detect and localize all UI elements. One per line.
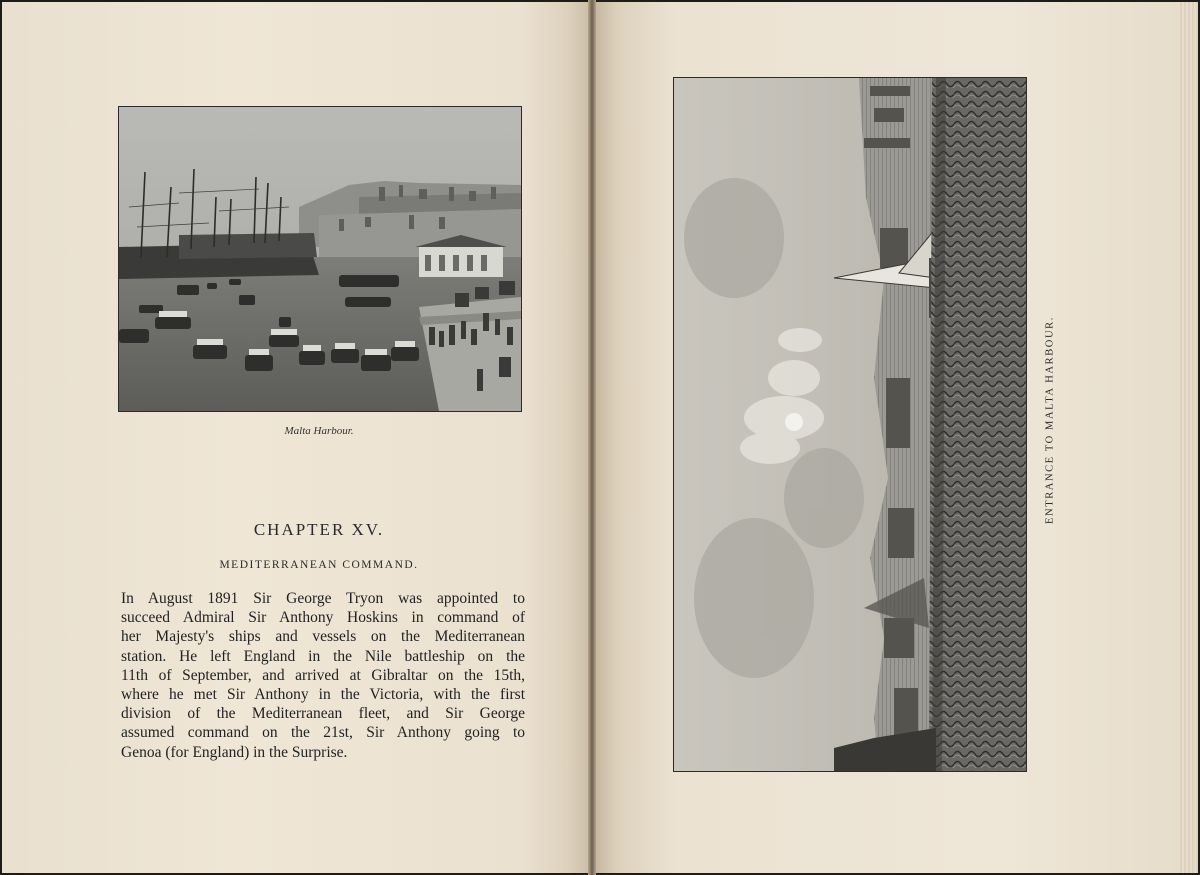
harbour-photo-illustration — [119, 107, 521, 411]
chapter-paragraph — [121, 589, 525, 762]
photo-caption: Malta Harbour. — [284, 425, 354, 437]
chapter-subtitle: MEDITERRANEAN COMMAND. — [219, 559, 419, 571]
harbour-entrance-engraving — [673, 77, 1027, 772]
book-gutter — [588, 0, 596, 875]
paragraph-line: where he met Sir Anthony in the Victoria, with the first — [121, 686, 525, 704]
paragraph-line: succeed Admiral Sir Anthony Hoskins in command of — [121, 609, 525, 627]
paragraph-line: 11th of September, and arrived at Gibraltar on the 15th, — [121, 666, 525, 684]
paragraph-line: division of the Mediterranean fleet, and Sir George — [121, 705, 525, 723]
paragraph-line: station. He left England in the Nile battleship on the — [121, 647, 525, 665]
chapter-heading: CHAPTER XV. — [253, 520, 385, 539]
paragraph-line: assumed command on the 21st, Sir Anthony going to — [121, 724, 525, 742]
engraving-illustration — [674, 78, 1026, 771]
malta-harbour-photo — [118, 106, 522, 412]
paragraph-line: In August 1891 Sir George Tryon was appointed to — [121, 590, 525, 607]
plate-caption: ENTRANCE TO MALTA HARBOUR. — [1044, 315, 1056, 525]
paragraph-line: her Majesty's ships and vessels on the Mediterranean — [121, 628, 525, 646]
paragraph-line: Genoa (for England) in the Surprise. — [121, 743, 348, 761]
page-edges — [1178, 2, 1198, 873]
